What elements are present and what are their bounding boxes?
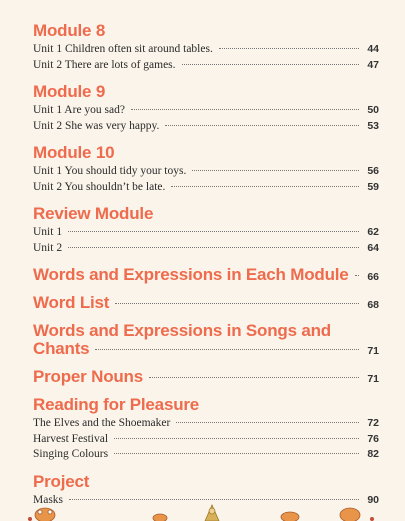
section-heading: Module 9 bbox=[33, 82, 106, 101]
section-heading: Reading for Pleasure bbox=[33, 395, 200, 414]
toc-entry[interactable]: Unit 2 There are lots of games. 47 bbox=[33, 58, 379, 71]
toc-entry[interactable]: Unit 2 You shouldn’t be late. 59 bbox=[33, 180, 379, 193]
toc-section-reading-for-pleasure bbox=[33, 396, 379, 463]
toc-entry[interactable]: The Elves and the Shoemaker 72 bbox=[33, 417, 379, 429]
toc-section-module-8 bbox=[33, 22, 379, 73]
toc-entry[interactable]: Harvest Festival 76 bbox=[33, 432, 379, 445]
toc-section-review-module bbox=[33, 205, 379, 256]
toc-entry[interactable]: Unit 1 Are you sad? 50 bbox=[33, 104, 379, 116]
section-heading: Words and Expressions in Songs and bbox=[33, 321, 331, 340]
section-heading: Module 8 bbox=[33, 21, 106, 40]
toc-entry[interactable]: Unit 1 You should tidy your toys. 56 bbox=[33, 165, 379, 177]
toc-section-module-9 bbox=[33, 83, 379, 134]
toc-section-songs-chants[interactable]: Words and Expressions in Songs and Chants 71 bbox=[33, 321, 379, 358]
toc-entry[interactable]: Unit 2 She was very happy. 53 bbox=[33, 119, 379, 132]
toc-entry[interactable]: Unit 1 62 bbox=[33, 226, 379, 238]
toc-section-proper-nouns[interactable]: Proper Nouns 71 bbox=[33, 367, 379, 386]
section-heading: Proper Nouns bbox=[33, 367, 144, 386]
toc-entry[interactable]: Masks 90 bbox=[33, 493, 379, 506]
toc-entry[interactable]: Singing Colours 82 bbox=[33, 448, 379, 460]
toc-section-module-10 bbox=[33, 144, 379, 195]
table-of-contents bbox=[33, 22, 379, 514]
section-heading-line2: Chants bbox=[33, 339, 90, 358]
section-heading: Words and Expressions in Each Module bbox=[33, 265, 349, 284]
toc-section-word-list[interactable]: Word List 68 bbox=[33, 293, 379, 312]
toc-section-words-each-module[interactable]: Words and Expressions in Each Module 66 bbox=[33, 265, 379, 284]
section-heading: Review Module bbox=[33, 204, 154, 223]
section-heading: Word List bbox=[33, 293, 110, 312]
decorative-characters-illustration bbox=[0, 499, 405, 521]
section-heading: Module 10 bbox=[33, 143, 115, 162]
section-heading: Project bbox=[33, 471, 90, 491]
toc-entry[interactable]: Unit 2 64 bbox=[33, 241, 379, 254]
toc-entry[interactable]: Unit 1 Children often sit around tables. 44 bbox=[33, 43, 379, 55]
